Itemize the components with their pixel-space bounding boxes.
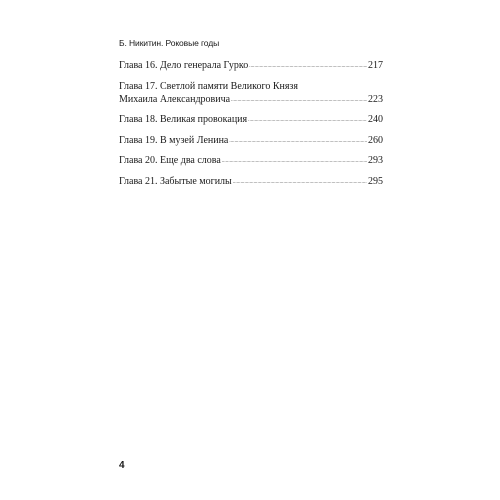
toc-page-number: 223 (368, 93, 383, 105)
toc-entry-20 (119, 154, 383, 169)
running-head: Б. Никитин. Роковые годы (119, 38, 220, 48)
toc-line-continuation (119, 93, 383, 108)
toc-line (119, 134, 383, 149)
toc-title: Глава 19. В музей Ленина (119, 134, 229, 146)
toc-line (119, 59, 383, 74)
toc-title-continuation: Михаила Александровича (119, 93, 231, 105)
toc-title: Глава 17. Светлой памяти Великого Князя (119, 80, 298, 92)
dot-leader (231, 92, 367, 107)
toc-entry-19 (119, 134, 383, 149)
toc-entry-17 (119, 80, 383, 108)
toc-entry-16 (119, 59, 383, 74)
dot-leader (222, 153, 367, 168)
toc-page-number: 295 (368, 175, 383, 187)
dot-leader (233, 174, 367, 189)
toc-page-number: 293 (368, 155, 383, 166)
dot-leader (248, 112, 367, 127)
toc-title: Глава 18. Великая провокация (119, 114, 248, 125)
toc-title: Глава 20. Еще два слова (119, 155, 221, 166)
dot-leader (249, 58, 367, 73)
toc-line (119, 113, 383, 128)
toc-title: Глава 16. Дело генерала Гурко (119, 60, 249, 71)
dot-leader (229, 133, 367, 148)
toc-line (119, 154, 383, 169)
table-of-contents (119, 59, 383, 195)
toc-entry-18 (119, 113, 383, 128)
toc-line (119, 175, 383, 190)
toc-entry-21 (119, 175, 383, 190)
folio-page-number: 4 (119, 460, 125, 471)
toc-page-number: 217 (368, 60, 383, 71)
toc-page-number: 260 (368, 134, 383, 146)
toc-title: Глава 21. Забытые могилы (119, 175, 232, 187)
toc-page-number: 240 (368, 114, 383, 125)
